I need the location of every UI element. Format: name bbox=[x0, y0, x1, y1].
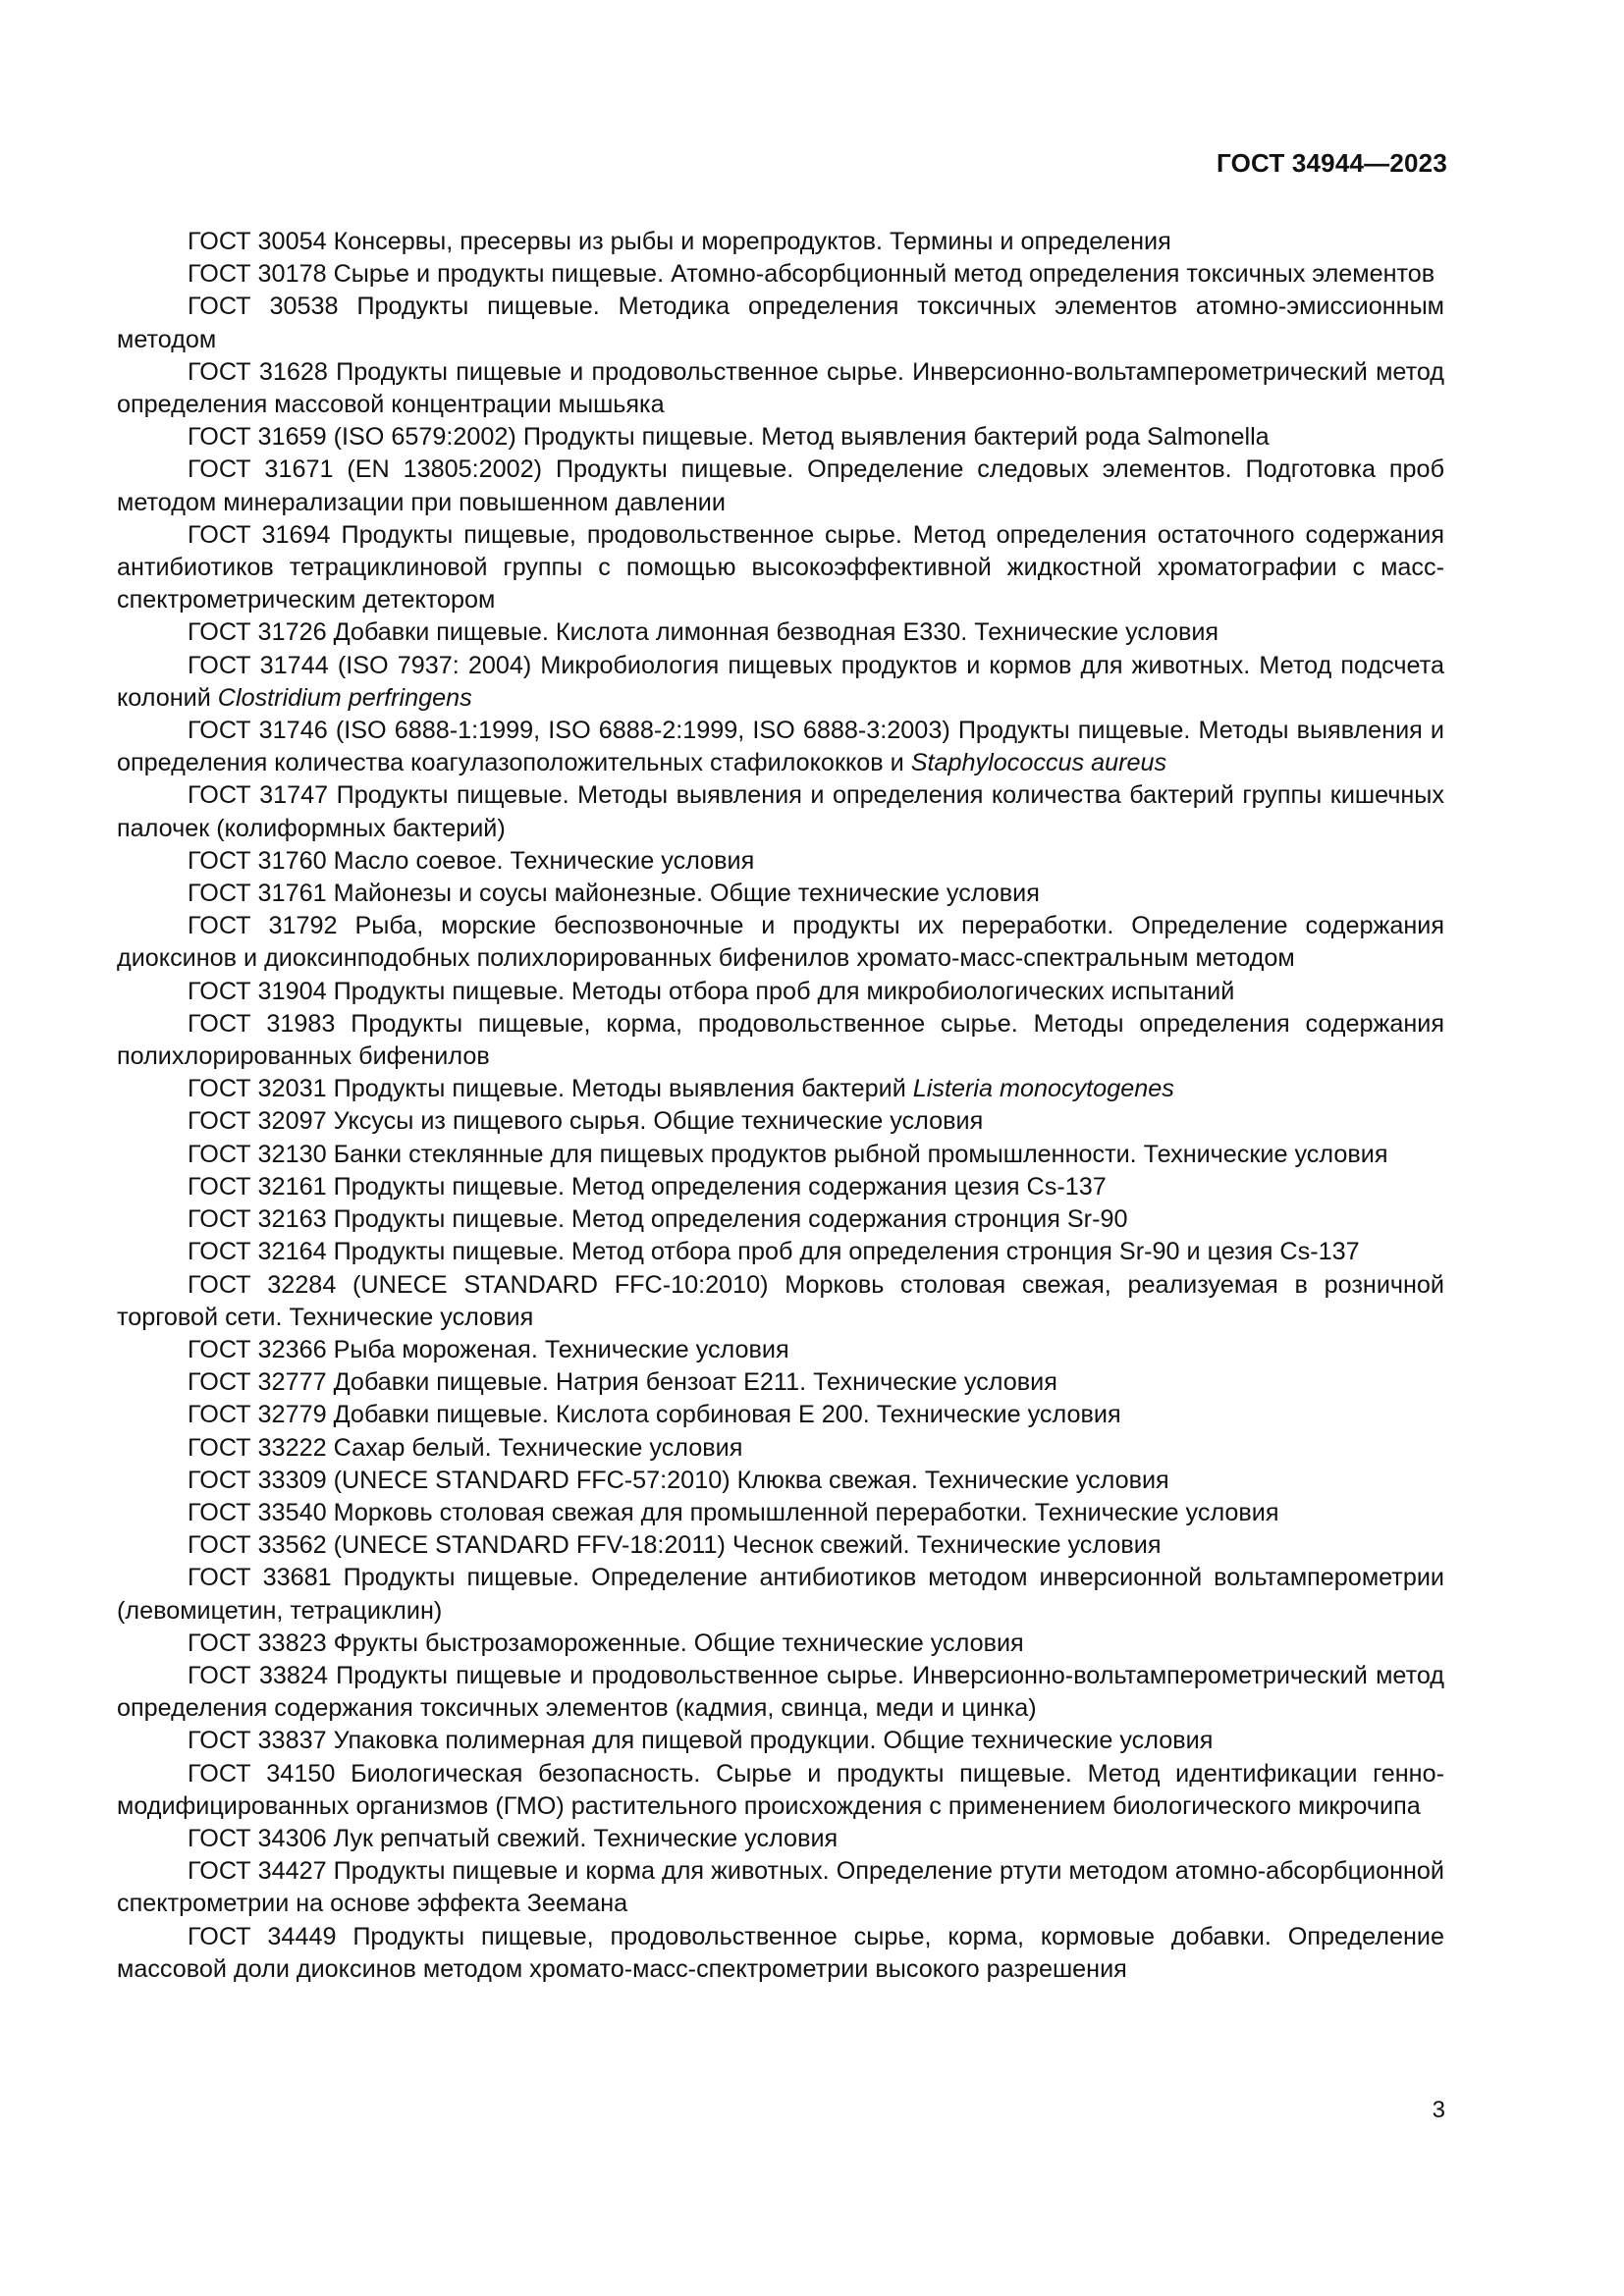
reference-item bbox=[117, 1432, 1444, 1465]
reference-species-name: Staphylococcus aureus bbox=[910, 749, 1167, 777]
reference-item bbox=[117, 356, 1444, 421]
reference-item bbox=[117, 976, 1444, 1008]
reference-text: ГОСТ 31671 (EN 13805:2002) Продукты пищевые. Определение следовых элементов. Подготовка проб методом минерализации при повышенном давлении bbox=[117, 455, 1444, 516]
reference-item bbox=[117, 1171, 1444, 1203]
reference-text: ГОСТ 32164 Продукты пищевые. Метод отбора проб для определения стронция Sr-90 и цезия Cs-137 bbox=[188, 1238, 1360, 1266]
reference-text: ГОСТ 32284 (UNECE STANDARD FFC-10:2010) Морковь столовая свежая, реализуемая в розничной торговой сети. Технические условия bbox=[117, 1270, 1444, 1331]
reference-item bbox=[117, 779, 1444, 844]
reference-text: ГОСТ 31792 Рыба, морские беспозвоночные и продукты их переработки. Определение содержания диоксинов и диоксинподобных полихлорированных бифенилов хромато-масс-спектральным методом bbox=[117, 912, 1444, 973]
reference-item bbox=[117, 845, 1444, 878]
reference-text: ГОСТ 31628 Продукты пищевые и продовольственное сырье. Инверсионно-вольтамперометрический метод определения массовой концентрации мышьяка bbox=[117, 357, 1444, 419]
document-header: ГОСТ 34944—2023 bbox=[1217, 148, 1447, 178]
reference-item bbox=[117, 1628, 1444, 1660]
reference-item bbox=[117, 1921, 1444, 1986]
reference-item bbox=[117, 1366, 1444, 1399]
reference-item bbox=[117, 616, 1444, 649]
reference-text: ГОСТ 31694 Продукты пищевые, продовольственное сырье. Метод определения остаточного содержания антибиотиков тетрациклиновой группы с помощью высокоэффективной жидкостной хроматографии с масс-спектрометрическим детектором bbox=[117, 520, 1444, 614]
reference-species-name: Clostridium perfringens bbox=[217, 683, 472, 712]
reference-item bbox=[117, 1203, 1444, 1236]
reference-text: ГОСТ 32161 Продукты пищевые. Метод определения содержания цезия Cs-137 bbox=[188, 1172, 1107, 1201]
reference-item bbox=[117, 1823, 1444, 1855]
reference-species-name: Listeria monocytogenes bbox=[912, 1075, 1174, 1103]
reference-text: ГОСТ 32163 Продукты пищевые. Метод определения содержания стронция Sr-90 bbox=[188, 1205, 1128, 1234]
reference-item bbox=[117, 715, 1444, 779]
reference-text: ГОСТ 32097 Уксусы из пищевого сырья. Общие технические условия bbox=[188, 1107, 984, 1136]
reference-item bbox=[117, 291, 1444, 355]
reference-text: ГОСТ 31726 Добавки пищевые. Кислота лимонная безводная Е330. Технические условия bbox=[188, 618, 1219, 647]
reference-item bbox=[117, 1399, 1444, 1431]
reference-item bbox=[117, 1334, 1444, 1366]
reference-text: ГОСТ 33562 (UNECE STANDARD FFV-18:2011) Чеснок свежий. Технические условия bbox=[188, 1531, 1162, 1560]
page-number: 3 bbox=[1432, 2097, 1445, 2123]
reference-text: ГОСТ 34306 Лук репчатый свежий. Технические условия bbox=[188, 1824, 839, 1852]
reference-item bbox=[117, 1073, 1444, 1105]
reference-text: ГОСТ 32366 Рыба мороженая. Технические условия bbox=[188, 1335, 789, 1363]
reference-text: ГОСТ 30538 Продукты пищевые. Методика определения токсичных элементов атомно-эмиссионным методом bbox=[117, 293, 1444, 353]
reference-item bbox=[117, 454, 1444, 518]
reference-text: ГОСТ 34150 Биологическая безопасность. Сырье и продукты пищевые. Метод идентификации генно-модифицированных организмов (ГМО) растительного происхождения с применением биологического микрочипа bbox=[117, 1759, 1444, 1820]
reference-item bbox=[117, 1562, 1444, 1627]
reference-text: ГОСТ 31904 Продукты пищевые. Методы отбора проб для микробиологических испытаний bbox=[188, 977, 1235, 1005]
reference-text: ГОСТ 31747 Продукты пищевые. Методы выявления и определения количества бактерий группы кишечных палочек (колиформных бактерий) bbox=[117, 781, 1444, 842]
reference-text: ГОСТ 33309 (UNECE STANDARD FFC-57:2010) Клюква свежая. Технические условия bbox=[188, 1466, 1169, 1494]
reference-item bbox=[117, 1465, 1444, 1497]
reference-text: ГОСТ 33540 Морковь столовая свежая для промышленной переработки. Технические условия bbox=[188, 1498, 1279, 1526]
reference-text: ГОСТ 33823 Фрукты быстрозамороженные. Общие технические условия bbox=[188, 1629, 1024, 1657]
reference-item bbox=[117, 1758, 1444, 1823]
reference-text: ГОСТ 31761 Майонезы и соусы майонезные. Общие технические условия bbox=[188, 880, 1040, 908]
normative-references-list bbox=[117, 226, 1444, 1986]
reference-text: ГОСТ 31983 Продукты пищевые, корма, продовольственное сырье. Методы определения содержания полихлорированных бифенилов bbox=[117, 1009, 1444, 1071]
reference-item bbox=[117, 1105, 1444, 1138]
reference-text: ГОСТ 33222 Сахар белый. Технические условия bbox=[188, 1433, 743, 1462]
reference-text: ГОСТ 32031 Продукты пищевые. Методы выявления бактерий bbox=[188, 1075, 913, 1103]
reference-text: ГОСТ 31659 (ISO 6579:2002) Продукты пищевые. Метод выявления бактерий рода Salmonella bbox=[188, 423, 1270, 452]
reference-item bbox=[117, 1236, 1444, 1268]
reference-text: ГОСТ 31746 (ISO 6888-1:1999, ISO 6888-2:1999, ISO 6888-3:2003) Продукты пищевые. Методы выявления и определения количества коагулазоположительных стафилококков и bbox=[117, 717, 1444, 777]
reference-item bbox=[117, 226, 1444, 258]
reference-item bbox=[117, 1529, 1444, 1562]
reference-item bbox=[117, 1008, 1444, 1073]
reference-item bbox=[117, 421, 1444, 454]
reference-text: ГОСТ 32777 Добавки пищевые. Натрия бензоат Е211. Технические условия bbox=[188, 1368, 1057, 1397]
reference-item bbox=[117, 1660, 1444, 1725]
reference-text: ГОСТ 33681 Продукты пищевые. Определение антибиотиков методом инверсионной вольтамперометрии (левомицетин, тетрациклин) bbox=[117, 1564, 1444, 1625]
reference-text: ГОСТ 33837 Упаковка полимерная для пищевой продукции. Общие технические условия bbox=[188, 1727, 1214, 1755]
reference-text: ГОСТ 34449 Продукты пищевые, продовольственное сырье, корма, кормовые добавки. Определение массовой доли диоксинов методом хромато-масс-спектрометрии высокого разрешения bbox=[117, 1922, 1444, 1983]
reference-item bbox=[117, 1139, 1444, 1171]
reference-item bbox=[117, 258, 1444, 291]
reference-item bbox=[117, 878, 1444, 910]
reference-item bbox=[117, 910, 1444, 975]
reference-text: ГОСТ 34427 Продукты пищевые и корма для животных. Определение ртути методом атомно-абсорбционной спектрометрии на основе эффекта Зеемана bbox=[117, 1857, 1444, 1918]
reference-item bbox=[117, 1855, 1444, 1920]
reference-item bbox=[117, 1725, 1444, 1757]
reference-text: ГОСТ 31760 Масло соевое. Технические условия bbox=[188, 846, 755, 875]
reference-text: ГОСТ 31744 (ISO 7937: 2004) Микробиология пищевых продуктов и кормов для животных. Метод подсчета колоний bbox=[117, 651, 1444, 712]
reference-item bbox=[117, 1497, 1444, 1529]
reference-text: ГОСТ 30178 Сырье и продукты пищевые. Атомно-абсорбционный метод определения токсичных элементов bbox=[188, 260, 1435, 289]
reference-item bbox=[117, 650, 1444, 715]
reference-text: ГОСТ 30054 Консервы, пресервы из рыбы и морепродуктов. Термины и определения bbox=[188, 228, 1171, 255]
reference-text: ГОСТ 33824 Продукты пищевые и продовольственное сырье. Инверсионно-вольтамперометрический метод определения содержания токсичных элементов (кадмия, свинца, меди и цинка) bbox=[117, 1661, 1444, 1723]
reference-item bbox=[117, 519, 1444, 617]
reference-item bbox=[117, 1269, 1444, 1334]
reference-text: ГОСТ 32130 Банки стеклянные для пищевых продуктов рыбной промышленности. Технические условия bbox=[188, 1140, 1388, 1168]
reference-text: ГОСТ 32779 Добавки пищевые. Кислота сорбиновая Е 200. Технические условия bbox=[188, 1401, 1121, 1429]
